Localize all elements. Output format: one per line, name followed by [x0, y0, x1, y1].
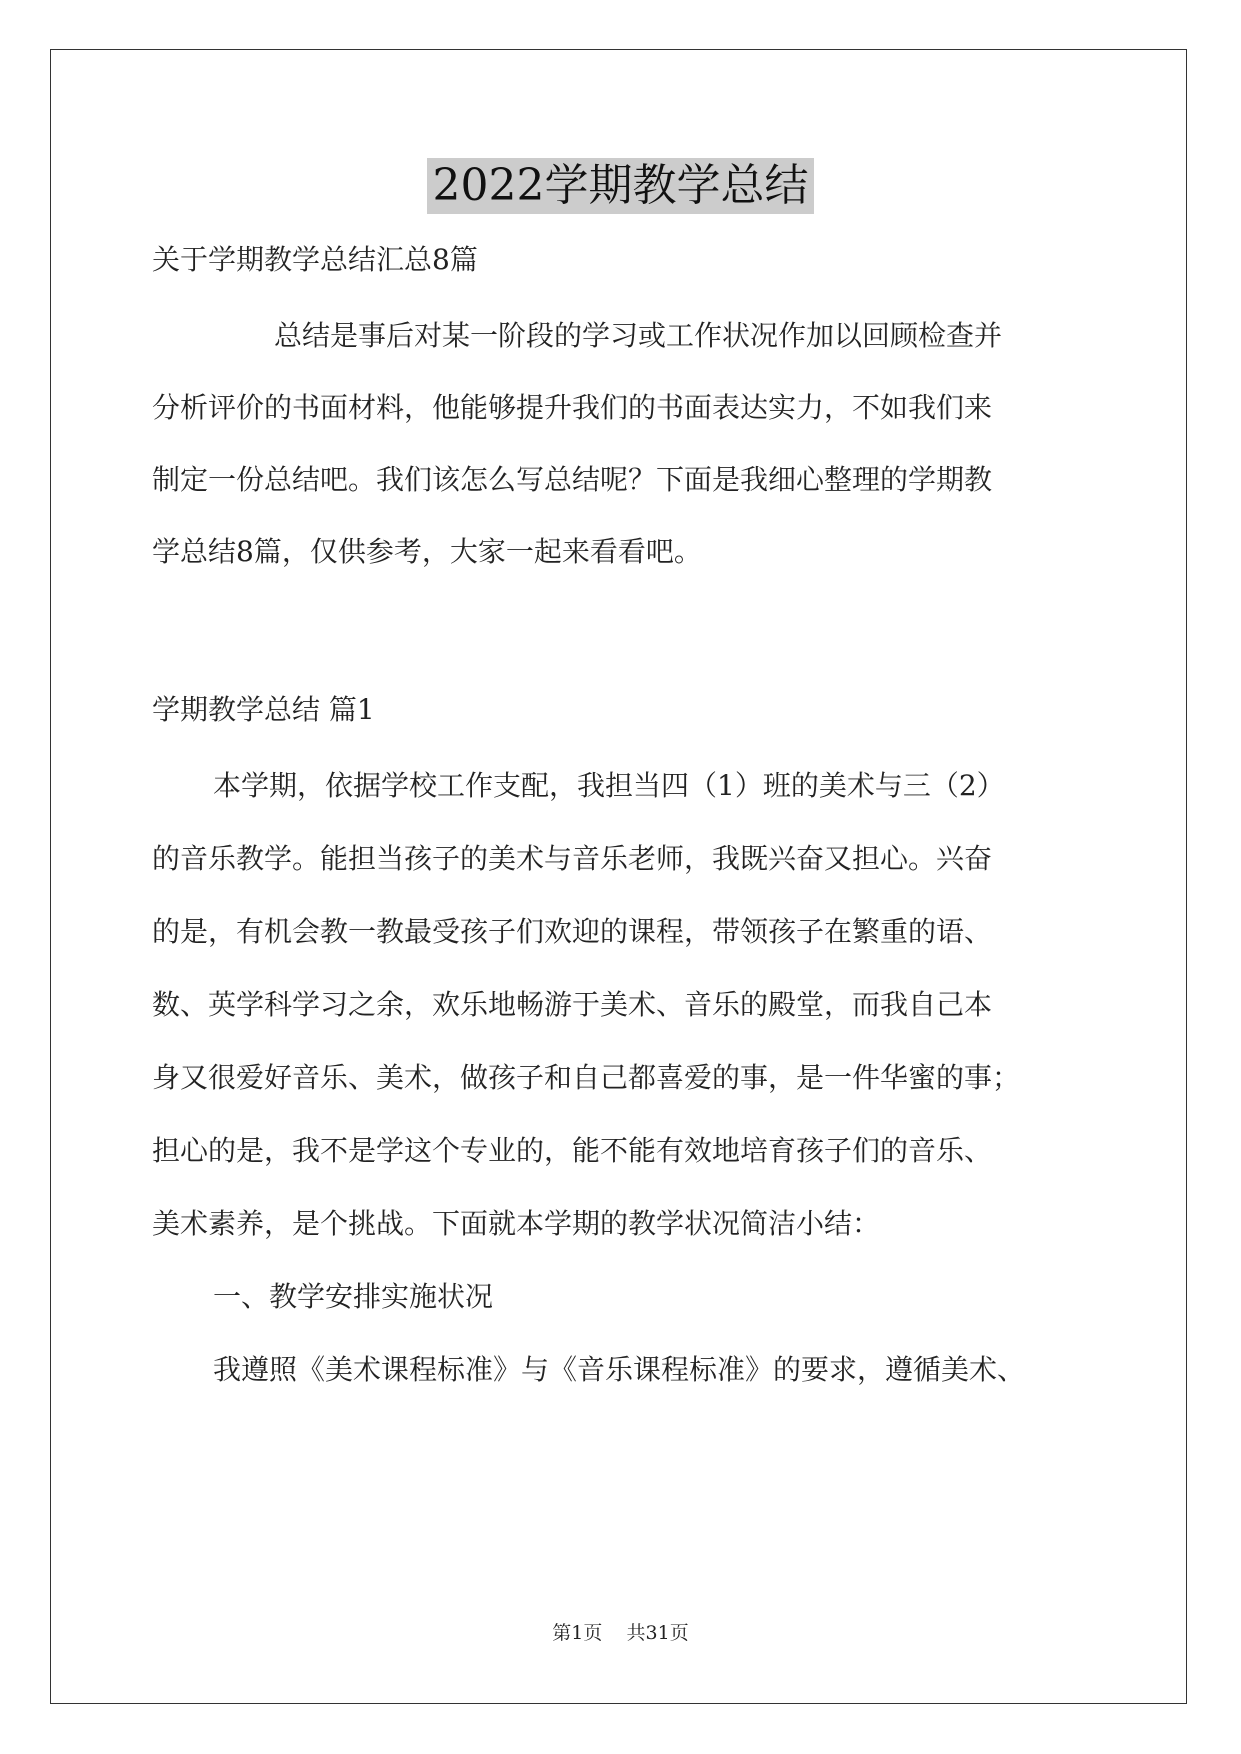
- page-footer: [0, 1620, 1241, 1646]
- body-line-1: 本学期，依据学校工作支配，我担当四（1）班的美术与三（2）: [213, 769, 1005, 802]
- intro-line-1: 总结是事后对某一阶段的学习或工作状况作加以回顾检查并: [274, 319, 1003, 352]
- intro-line-3: 制定一份总结吧。我们该怎么写总结呢？下面是我细心整理的学期教: [152, 463, 993, 496]
- body-line-2: 的音乐教学。能担当孩子的美术与音乐老师，我既兴奋又担心。兴奋: [152, 842, 993, 875]
- page-total: 共31页: [626, 1622, 689, 1644]
- body-line-4: 数、英学科学习之余，欢乐地畅游于美术、音乐的殿堂，而我自己本: [152, 988, 993, 1021]
- document-subtitle: 关于学期教学总结汇总8篇: [152, 243, 478, 276]
- intro-line-2: 分析评价的书面材料，他能够提升我们的书面表达实力，不如我们来: [152, 391, 993, 424]
- page-number: 第1页: [552, 1622, 603, 1644]
- body-line-8: 我遵照《美术课程标准》与《音乐课程标准》的要求，遵循美术、: [213, 1353, 1026, 1386]
- body-line-7: 美术素养，是个挑战。下面就本学期的教学状况简洁小结：: [152, 1207, 881, 1240]
- body-line-6: 担心的是，我不是学这个专业的，能不能有效地培育孩子们的音乐、: [152, 1134, 993, 1167]
- document-title: 2022学期教学总结: [427, 158, 815, 214]
- section-heading: 学期教学总结 篇1: [152, 693, 375, 726]
- intro-line-4: 学总结8篇，仅供参考，大家一起来看看吧。: [152, 535, 702, 568]
- body-line-5: 身又很爱好音乐、美术，做孩子和自己都喜爱的事，是一件华蜜的事；: [152, 1061, 1021, 1094]
- title-container: [0, 158, 1241, 214]
- body-line-3: 的是，有机会教一教最受孩子们欢迎的课程，带领孩子在繁重的语、: [152, 915, 993, 948]
- subheading: 一、教学安排实施状况: [213, 1280, 494, 1313]
